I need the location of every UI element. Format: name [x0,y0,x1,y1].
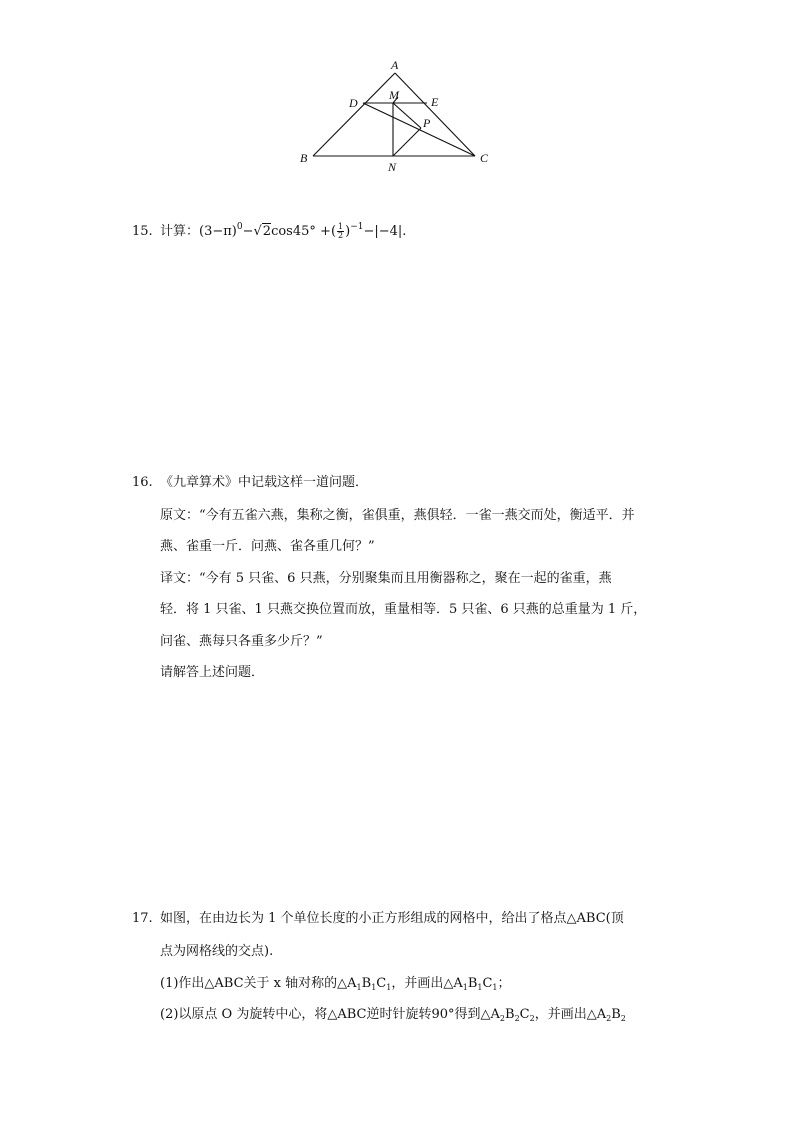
text-part: (2)以原点 O 为旋转中心，将△ABC逆时针旋转90°得到△A [160,1007,500,1022]
question-text: 《九章算术》中记载这样一道问题． [160,475,369,490]
expr-part: −|−4|. [363,224,407,239]
triangle-figure [290,52,500,180]
question-16 [132,474,368,492]
text-part: (1)作出△ABC关于 x 轴对称的△A [160,976,357,991]
segment-NP [393,128,421,156]
text-part: B [505,1007,515,1022]
segment-AC [395,73,475,156]
label-M: M [389,88,399,102]
segment-AB [313,73,395,156]
text-part: B [361,976,372,991]
text-part: ，并画出△A [391,976,463,991]
subscript: 2 [620,1014,626,1023]
subscript: 1 [356,983,362,992]
text-part: B [611,1007,621,1022]
question-text: 如图，在由边长为 1 个单位长度的小正方形组成的网格中，给出了格点△ABC(顶 [160,911,624,926]
expr-part: + [320,224,331,239]
question-15: 15. 计算：$(3-\pi)^0-√2\cos 45^\circ$ +( $\frac{1}{2}$ )$^{-1}$−|−4|. [132,222,407,240]
subscript: 2 [529,1014,535,1023]
original-text-line-1: 原文：“今有五雀六燕，集称之衡，雀俱重，燕俱轻．一雀一燕交而处，衡适平．并 [160,508,635,523]
translation-line-1: 译文：“今有 5 只雀、6 只燕，分别聚集而且用衡器称之，聚在一起的雀重，燕 [160,571,612,586]
question-text-cont: 点为网格线的交点). [160,944,274,959]
subscript: 1 [386,983,392,992]
subscript: 2 [514,1014,520,1023]
label-P: P [423,116,431,130]
subscript: 2 [499,1014,505,1023]
radicand: 2 [262,224,272,239]
label-E: E [431,95,439,109]
text-part: C [519,1007,530,1022]
expr-part: cos45° [271,224,316,239]
question-number: 16. [132,475,153,490]
expr-part: (3−π) [199,224,237,239]
fraction-denominator: 2 [338,231,344,240]
question-number: 17. [132,911,153,926]
subscript: 1 [492,983,498,992]
subscript: 1 [371,983,377,992]
label-D: D [349,96,358,110]
translation-line-3: 问雀、燕每只各重多少斤？” [160,634,323,649]
text-part: B [467,976,478,991]
subscript: 1 [462,983,468,992]
translation-line-2: 轻．将 1 只雀、1 只燕交换位置而放，重量相等．5 只雀、6 只燕的总重量为 1 斤， [160,602,647,617]
original-text-line-2: 燕、雀重一斤．问燕、雀各重几何？” [160,539,375,554]
question-prefix: 计算： [160,224,200,239]
label-N: N [388,160,397,174]
subscript: 2 [606,1014,612,1023]
text-part: C [376,976,387,991]
subscript: 1 [477,983,483,992]
question-17 [132,910,624,928]
label-C: C [480,151,489,165]
text-part: C [482,976,493,991]
triangle-diagram [290,52,500,180]
subquestion-1 [160,972,511,992]
expr-part: −√ [242,224,262,239]
subquestion-2 [160,1003,626,1023]
exponent: −1 [350,222,364,232]
instruction-line: 请解答上述问题． [160,665,265,680]
exponent: 0 [236,222,243,232]
label-A: A [391,58,399,72]
text-part: ； [497,976,511,991]
text-part: ，并画出△A [534,1007,607,1022]
question-number: 15. [132,224,153,239]
fraction-numerator: 1 [338,222,344,231]
label-B: B [300,151,308,165]
fraction [337,223,344,240]
